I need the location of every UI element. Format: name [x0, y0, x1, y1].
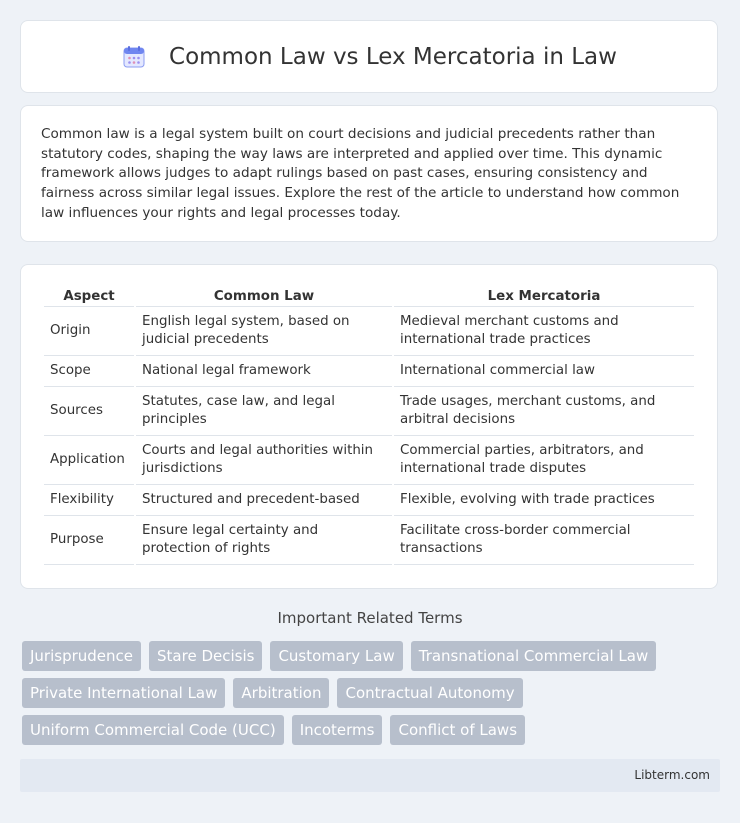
- cell-common-law: Ensure legal certainty and protection of rights: [136, 516, 392, 565]
- related-terms-list: [22, 641, 722, 752]
- tag-customary-law[interactable]: Customary Law: [270, 641, 402, 671]
- table-row: [44, 387, 694, 436]
- cell-lex-mercatoria: Trade usages, merchant customs, and arbitral decisions: [394, 387, 694, 436]
- cell-common-law: Structured and precedent-based: [136, 485, 392, 516]
- header-lex-mercatoria: Lex Mercatoria: [394, 285, 694, 307]
- cell-aspect: Sources: [44, 387, 134, 436]
- cell-lex-mercatoria: Flexible, evolving with trade practices: [394, 485, 694, 516]
- related-terms-heading: Important Related Terms: [277, 609, 463, 627]
- cell-common-law: Statutes, case law, and legal principles: [136, 387, 392, 436]
- tag-jurisprudence[interactable]: Jurisprudence: [22, 641, 141, 671]
- cell-aspect: Application: [44, 436, 134, 485]
- cell-lex-mercatoria: Commercial parties, arbitrators, and international trade disputes: [394, 436, 694, 485]
- intro-card: [20, 105, 718, 242]
- cell-common-law: National legal framework: [136, 356, 392, 387]
- cell-lex-mercatoria: International commercial law: [394, 356, 694, 387]
- cell-common-law: English legal system, based on judicial precedents: [136, 307, 392, 356]
- header-common-law: Common Law: [136, 285, 392, 307]
- table-row: [44, 356, 694, 387]
- tag-transnational-commercial-law[interactable]: Transnational Commercial Law: [411, 641, 657, 671]
- tag-arbitration[interactable]: Arbitration: [233, 678, 329, 708]
- tag-conflict-of-laws[interactable]: Conflict of Laws: [390, 715, 525, 745]
- comparison-table: [42, 285, 696, 565]
- header-aspect: Aspect: [44, 285, 134, 307]
- cell-aspect: Flexibility: [44, 485, 134, 516]
- table-row: [44, 436, 694, 485]
- footer: [20, 759, 720, 792]
- page-title: Common Law vs Lex Mercatoria in Law: [169, 43, 617, 70]
- table-row: [44, 307, 694, 356]
- table-row: [44, 485, 694, 516]
- cell-aspect: Origin: [44, 307, 134, 356]
- tag-stare-decisis[interactable]: Stare Decisis: [149, 641, 262, 671]
- cell-lex-mercatoria: Medieval merchant customs and international trade practices: [394, 307, 694, 356]
- tag-uniform-commercial-code[interactable]: Uniform Commercial Code (UCC): [22, 715, 284, 745]
- comparison-table-card: [20, 264, 718, 589]
- cell-common-law: Courts and legal authorities within jurisdictions: [136, 436, 392, 485]
- table-row: [44, 516, 694, 565]
- title-card: [20, 20, 718, 93]
- tag-contractual-autonomy[interactable]: Contractual Autonomy: [337, 678, 522, 708]
- tag-private-international-law[interactable]: Private International Law: [22, 678, 225, 708]
- cell-aspect: Scope: [44, 356, 134, 387]
- cell-lex-mercatoria: Facilitate cross-border commercial transactions: [394, 516, 694, 565]
- intro-text: Common law is a legal system built on court decisions and judicial precedents rather than statutory codes, shaping the way laws are interpreted and applied over time. This dynamic framework allows judges to adapt rulings based on past cases, ensuring consistency and fairness across similar legal issues. Explore the rest of the article to understand how common law influences your rights and legal processes today.: [41, 126, 680, 221]
- cell-aspect: Purpose: [44, 516, 134, 565]
- tag-incoterms[interactable]: Incoterms: [292, 715, 383, 745]
- footer-brand[interactable]: Libterm.com: [634, 768, 710, 782]
- calendar-icon: [121, 44, 147, 70]
